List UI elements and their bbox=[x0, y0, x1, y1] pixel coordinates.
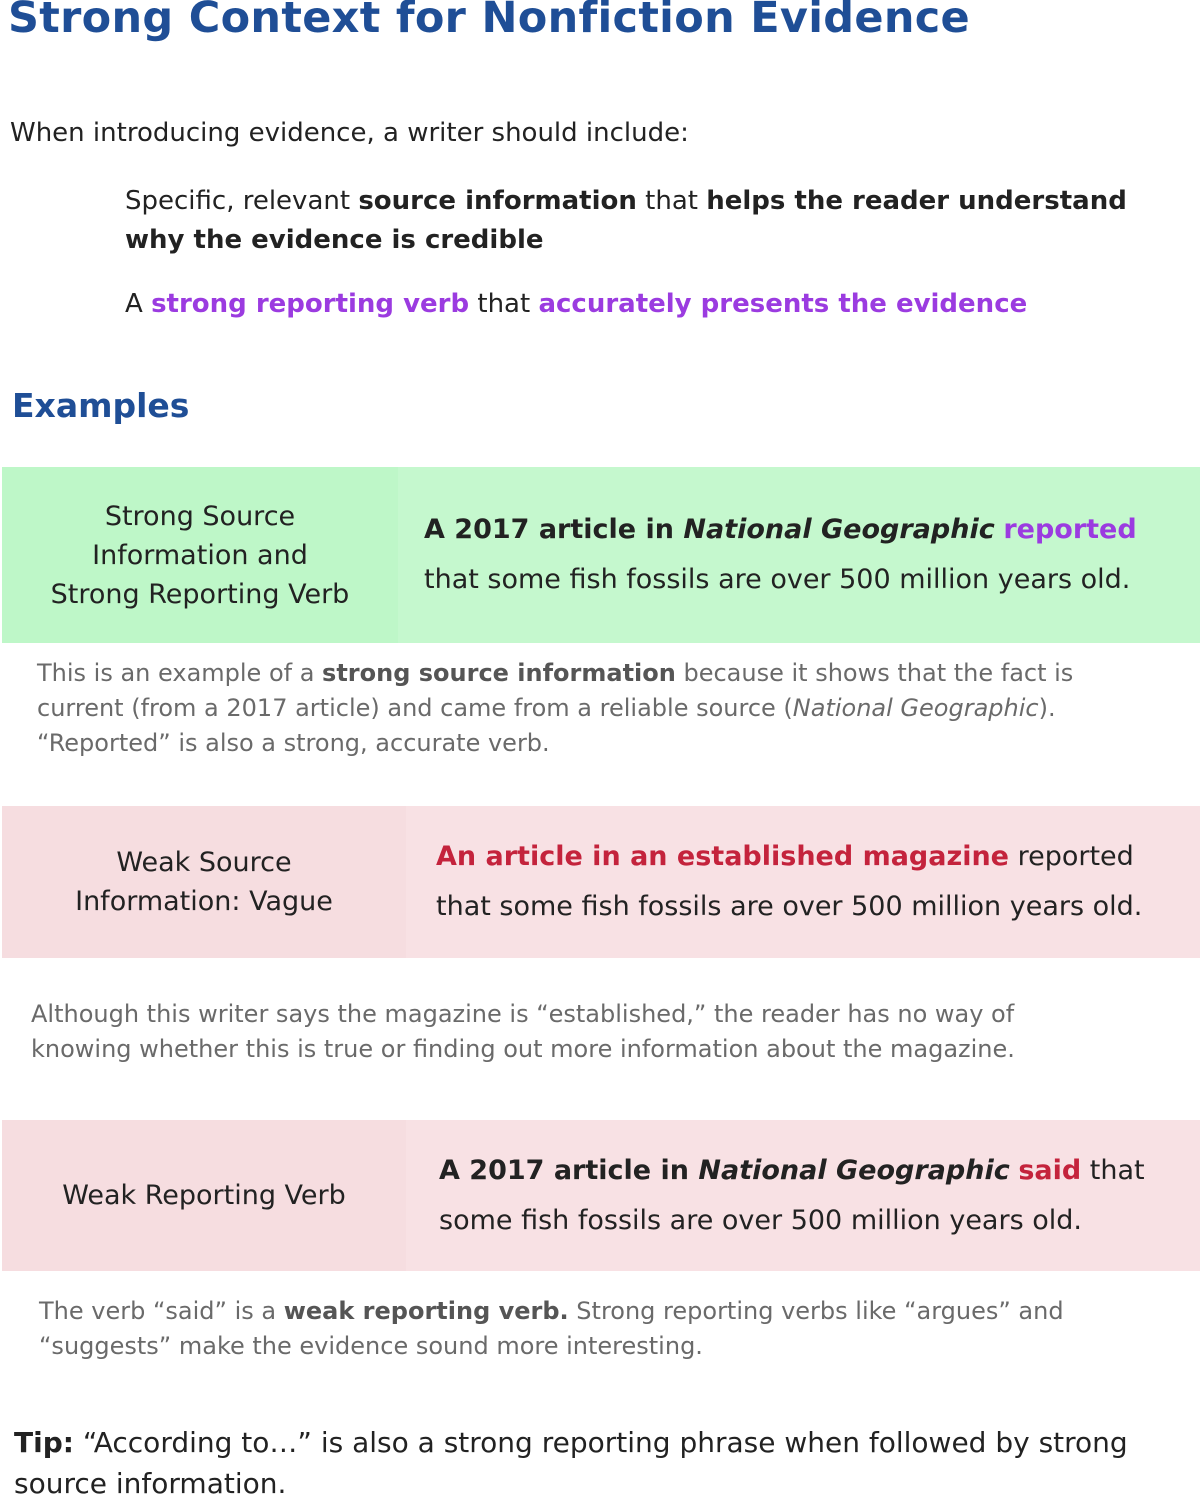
example-weak-source-sentence: An article in an established magazine reported that some fish fossils are over 500 million years old. bbox=[406, 806, 1200, 958]
example-strong-sentence: A 2017 article in National Geographic reported that some fish fossils are over 500 million years old. bbox=[398, 467, 1200, 643]
intro-text: When introducing evidence, a writer should include: bbox=[10, 118, 689, 148]
requirement-source-information: Specific, relevant source information that helps the reader understand why the evidence is credible bbox=[125, 186, 1127, 255]
example-weak-source-note: Although this writer says the magazine is “established,” the reader has no way of knowing whether this is true or finding out more information about the magazine. bbox=[31, 1000, 1015, 1063]
example-weak-verb-sentence: A 2017 article in National Geographic said that some fish fossils are over 500 million years old. bbox=[406, 1120, 1200, 1271]
example-strong-label: Strong Source Information and Strong Reporting Verb bbox=[2, 467, 398, 643]
example-weak-verb-row bbox=[2, 1120, 1200, 1271]
page-title: Strong Context for Nonfiction Evidence bbox=[8, 0, 970, 43]
examples-heading: Examples bbox=[12, 386, 190, 425]
example-weak-source-row bbox=[2, 806, 1200, 958]
example-strong-row bbox=[2, 467, 1200, 643]
example-weak-verb-note: The verb “said” is a weak reporting verb. Strong reporting verbs like “argues” and “suggests” make the evidence sound more interesting. bbox=[39, 1297, 1064, 1360]
requirement-reporting-verb: A strong reporting verb that accurately presents the evidence bbox=[125, 289, 1028, 319]
example-strong-note: This is an example of a strong source information because it shows that the fact is current (from a 2017 article) and came from a reliable source (National Geographic). “Reported” is also a strong, accurate verb. bbox=[37, 659, 1074, 757]
example-weak-verb-label: Weak Reporting Verb bbox=[2, 1120, 406, 1271]
example-weak-source-label: Weak Source Information: Vague bbox=[2, 806, 406, 958]
tip-text: Tip: “According to…” is also a strong reporting phrase when followed by strong source information. bbox=[14, 1426, 1128, 1500]
